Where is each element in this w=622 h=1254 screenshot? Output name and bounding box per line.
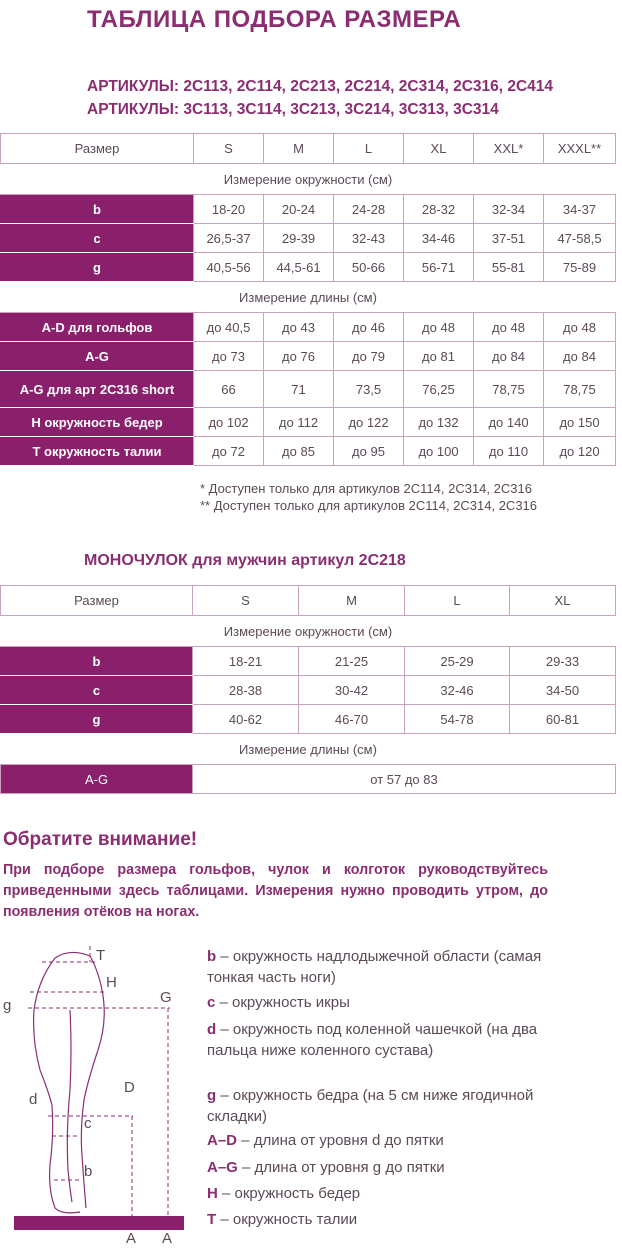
table-cell: 30-42 bbox=[299, 676, 405, 705]
row-label: b bbox=[1, 195, 194, 224]
table-cell: 28-32 bbox=[404, 195, 474, 224]
table-cell: 40,5-56 bbox=[194, 253, 264, 282]
table-row bbox=[1, 195, 616, 224]
table-cell: 25-29 bbox=[405, 647, 510, 676]
table-cell: до 48 bbox=[544, 313, 616, 342]
legend-text: – окружность бедер bbox=[217, 1185, 361, 1202]
legend-text: – окружность надлодыжечной области (самая тонкая часть ноги) bbox=[207, 948, 542, 986]
size-header-cell: XL bbox=[404, 134, 474, 164]
size-header-cell: L bbox=[334, 134, 404, 164]
table-cell: до 140 bbox=[474, 408, 544, 437]
label-A-1: A bbox=[126, 1230, 137, 1247]
table-row bbox=[1, 676, 616, 705]
table-cell: до 46 bbox=[334, 313, 404, 342]
table-row bbox=[1, 705, 616, 734]
legend-item bbox=[207, 1130, 547, 1151]
table-cell: до 95 bbox=[334, 437, 404, 466]
label-c: c bbox=[84, 1115, 92, 1132]
row-label: A-G bbox=[1, 342, 194, 371]
table-cell: 32-46 bbox=[405, 676, 510, 705]
table-cell: 76,25 bbox=[404, 371, 474, 408]
size-header-cell: XL bbox=[510, 586, 616, 616]
row-label: A-D для гольфов bbox=[1, 313, 194, 342]
label-D: D bbox=[124, 1079, 135, 1096]
table-cell: до 84 bbox=[544, 342, 616, 371]
articles-line-1: АРТИКУЛЫ: 2С113, 2С114, 2С213, 2С214, 2С314, 2С316, 2С414 bbox=[87, 78, 554, 95]
leg-left-outline bbox=[34, 958, 80, 1213]
legend-item bbox=[207, 1019, 547, 1061]
table-cell: 28-38 bbox=[193, 676, 299, 705]
size-header-cell: L bbox=[405, 586, 510, 616]
row-label: A-G для арт 2С316 short bbox=[1, 371, 194, 408]
legend-text: – окружность бедра (на 5 см ниже ягодичной складки) bbox=[207, 1087, 534, 1125]
section-row bbox=[1, 282, 616, 313]
table-row bbox=[1, 342, 616, 371]
legend-key: T bbox=[207, 1211, 217, 1228]
row-label: g bbox=[1, 705, 193, 734]
table-cell: до 102 bbox=[194, 408, 264, 437]
table-cell: 32-34 bbox=[474, 195, 544, 224]
size-table-1 bbox=[0, 133, 616, 466]
section-length: Измерение длины (см) bbox=[1, 282, 616, 313]
table-cell: до 84 bbox=[474, 342, 544, 371]
table-cell: до 150 bbox=[544, 408, 616, 437]
table-cell: до 85 bbox=[264, 437, 334, 466]
attention-text: При подборе размера гольфов, чулок и колготок руководствуйтесь приведенными здесь таблицами. Измерения нужно проводить утром, до появления отёков на ногах. bbox=[3, 862, 548, 920]
table-cell: 40-62 bbox=[193, 705, 299, 734]
legend-text: – окружность талии bbox=[216, 1211, 358, 1228]
legend-key: c bbox=[207, 994, 216, 1011]
legend-key: H bbox=[207, 1185, 218, 1202]
table-cell: до 81 bbox=[404, 342, 474, 371]
row-label: c bbox=[1, 676, 193, 705]
table-cell: 34-50 bbox=[510, 676, 616, 705]
table-cell: до 100 bbox=[404, 437, 474, 466]
table-cell: 37-51 bbox=[474, 224, 544, 253]
label-b: b bbox=[84, 1163, 93, 1180]
row-label: b bbox=[1, 647, 193, 676]
section-circumference: Измерение окружности (см) bbox=[1, 164, 616, 195]
legend-key: A–D bbox=[207, 1132, 238, 1149]
table-cell: 55-81 bbox=[474, 253, 544, 282]
table-cell: 32-43 bbox=[334, 224, 404, 253]
articles-line-2: АРТИКУЛЫ: 3С113, 3С114, 3С213, 3С214, 3С313, 3С314 bbox=[87, 101, 499, 118]
legend-key: b bbox=[207, 948, 217, 965]
row-label: c bbox=[1, 224, 194, 253]
legend-text: – длина от уровня g до пятки bbox=[237, 1159, 445, 1176]
size-header-cell: S bbox=[193, 586, 299, 616]
table-cell: 21-25 bbox=[299, 647, 405, 676]
label-d: d bbox=[29, 1091, 38, 1108]
legend-text: – окружность икры bbox=[215, 994, 350, 1011]
table-cell: 78,75 bbox=[474, 371, 544, 408]
table-cell: до 40,5 bbox=[194, 313, 264, 342]
row-label: g bbox=[1, 253, 194, 282]
footnote-1: * Доступен только для артикулов 2С114, 2С314, 2С316 bbox=[200, 481, 532, 496]
table-cell: до 43 bbox=[264, 313, 334, 342]
table-cell: до 73 bbox=[194, 342, 264, 371]
table-cell: до 72 bbox=[194, 437, 264, 466]
footnote-2: ** Доступен только для артикулов 2С114, 2С314, 2С316 bbox=[200, 498, 538, 513]
row-label: A-G bbox=[1, 765, 193, 794]
table-cell: 34-37 bbox=[544, 195, 616, 224]
size-header-cell: XXXL** bbox=[544, 134, 616, 164]
table-cell: 44,5-61 bbox=[264, 253, 334, 282]
table-cell: 46-70 bbox=[299, 705, 405, 734]
label-g: g bbox=[3, 997, 12, 1014]
legend-item bbox=[207, 1209, 547, 1230]
table-cell: 18-20 bbox=[194, 195, 264, 224]
table-cell: 20-24 bbox=[264, 195, 334, 224]
size-header-label: Размер bbox=[1, 134, 194, 164]
table-cell: 75-89 bbox=[544, 253, 616, 282]
label-A-2: A bbox=[162, 1230, 173, 1247]
attention-title: Обратите внимание! bbox=[3, 829, 198, 850]
size-header-row bbox=[1, 134, 616, 164]
table-cell: 29-33 bbox=[510, 647, 616, 676]
table-row bbox=[1, 313, 616, 342]
label-H: H bbox=[106, 974, 117, 991]
legend-item bbox=[207, 1085, 547, 1127]
table-cell: до 120 bbox=[544, 437, 616, 466]
table-cell: до 48 bbox=[474, 313, 544, 342]
size-header-cell: S bbox=[194, 134, 264, 164]
legend-text: – длина от уровня d до пятки bbox=[237, 1132, 444, 1149]
table-row bbox=[1, 224, 616, 253]
table-cell: до 48 bbox=[404, 313, 474, 342]
size-header-cell: XXL* bbox=[474, 134, 544, 164]
table-row bbox=[1, 647, 616, 676]
table-cell: 50-66 bbox=[334, 253, 404, 282]
section-row bbox=[1, 164, 616, 195]
row-label: H окружность бедер bbox=[1, 408, 194, 437]
section-row bbox=[1, 734, 616, 765]
legend-text: – окружность под коленной чашечкой (на два пальца ниже коленного сустава) bbox=[207, 1021, 538, 1059]
table-cell: 56-71 bbox=[404, 253, 474, 282]
legend-item bbox=[207, 1183, 547, 1204]
table-cell: 66 bbox=[194, 371, 264, 408]
legend-item bbox=[207, 992, 547, 1013]
legend-key: A–G bbox=[207, 1159, 238, 1176]
legend-key: d bbox=[207, 1021, 217, 1038]
table-cell: от 57 до 83 bbox=[193, 765, 616, 794]
table-cell: 60-81 bbox=[510, 705, 616, 734]
size-header-cell: M bbox=[264, 134, 334, 164]
table-cell: 26,5-37 bbox=[194, 224, 264, 253]
table-cell: 18-21 bbox=[193, 647, 299, 676]
table-cell: 78,75 bbox=[544, 371, 616, 408]
size-header-row bbox=[1, 586, 616, 616]
table-cell: до 112 bbox=[264, 408, 334, 437]
leg-right-outline bbox=[55, 952, 104, 1208]
leg-measurement-figure bbox=[0, 940, 190, 1254]
section-circumference: Измерение окружности (см) bbox=[1, 616, 616, 647]
table-row bbox=[1, 765, 616, 794]
table-cell: до 79 bbox=[334, 342, 404, 371]
size-header-cell: M bbox=[299, 586, 405, 616]
size-header-label: Размер bbox=[1, 586, 193, 616]
table-cell: до 76 bbox=[264, 342, 334, 371]
table-row bbox=[1, 408, 616, 437]
legend-item bbox=[207, 946, 547, 988]
page-title: ТАБЛИЦА ПОДБОРА РАЗМЕРА bbox=[87, 6, 462, 33]
table-cell: до 110 bbox=[474, 437, 544, 466]
section-length: Измерение длины (см) bbox=[1, 734, 616, 765]
table-row bbox=[1, 437, 616, 466]
table-cell: 47-58,5 bbox=[544, 224, 616, 253]
table-cell: до 122 bbox=[334, 408, 404, 437]
table-cell: до 132 bbox=[404, 408, 474, 437]
table-row bbox=[1, 371, 616, 408]
label-G: G bbox=[160, 989, 172, 1006]
label-T: T bbox=[96, 947, 106, 964]
row-label: T окружность талии bbox=[1, 437, 194, 466]
table-row bbox=[1, 253, 616, 282]
section-row bbox=[1, 616, 616, 647]
floor-bar bbox=[14, 1216, 184, 1230]
leg-inner-outline bbox=[67, 1010, 72, 1202]
table-cell: 54-78 bbox=[405, 705, 510, 734]
legend-key: g bbox=[207, 1087, 217, 1104]
legend-item bbox=[207, 1157, 547, 1178]
table-cell: 29-39 bbox=[264, 224, 334, 253]
size-table-2 bbox=[0, 585, 616, 794]
table-cell: 34-46 bbox=[404, 224, 474, 253]
table-cell: 24-28 bbox=[334, 195, 404, 224]
mono-title: МОНОЧУЛОК для мужчин артикул 2С218 bbox=[84, 552, 406, 569]
table-cell: 71 bbox=[264, 371, 334, 408]
table-cell: 73,5 bbox=[334, 371, 404, 408]
